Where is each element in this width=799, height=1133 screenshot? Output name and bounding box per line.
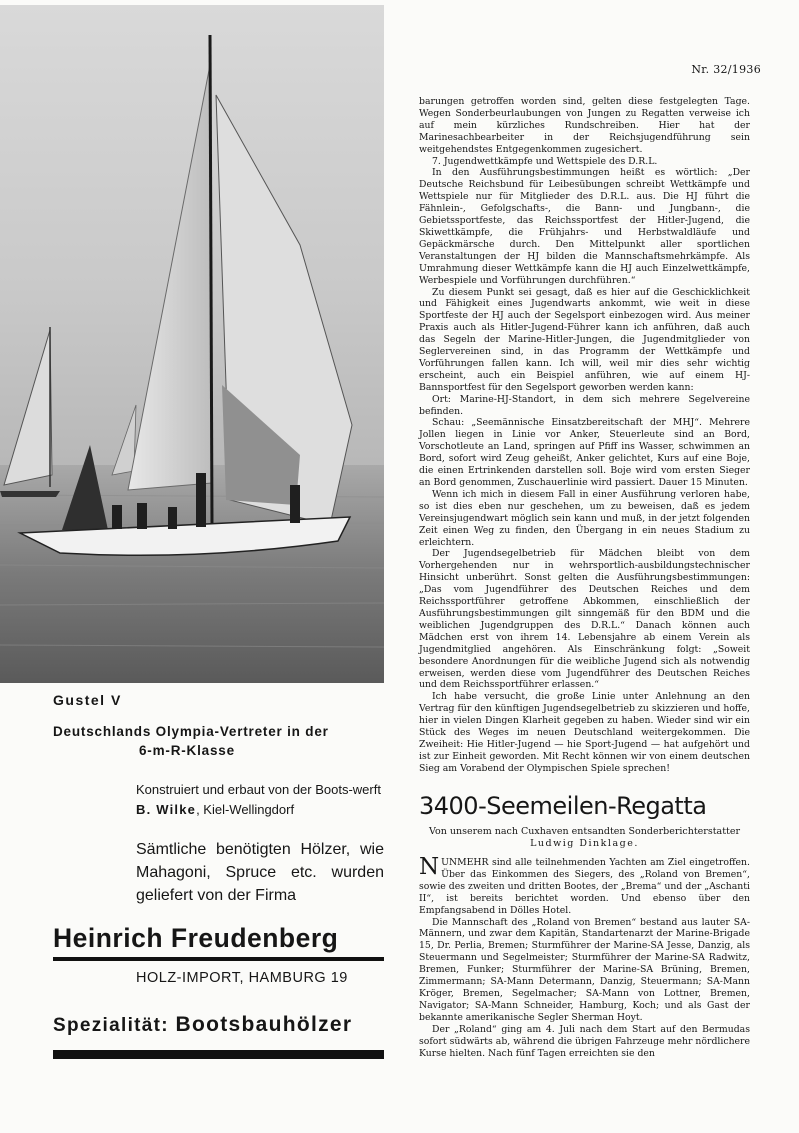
ad-specialty xyxy=(53,1013,384,1037)
ad-rule-bottom xyxy=(53,1050,384,1059)
article-paragraph: Zu diesem Punkt sei gesagt, daß es hier auf die Geschicklichkeit und Fähigkeit eines Jugendwarts ankommt, wie weit in diese Sportfeste der HJ auch der Segelsport einbezogen wird. Aus meiner Praxis auch als Hitler-Jugend-Führer kann ich anführen, daß auch das Segeln der Marine-Hitler-Jungen, die Jugendmitglieder von Seglervereinen sind, in das Programm der Wettkämpfe und Vorführungen fallen kann. Ich will, weil mir dies sehr wichtig erscheint, auch ein Beispiel anführen, wie auf einem HJ-Bannsportfest für den Segelsport geworben werden kann: xyxy=(419,286,750,393)
ad-specialty-label: Spezialität: xyxy=(53,1015,169,1036)
regatta-article xyxy=(419,854,750,1059)
article-paragraph: Die Mannschaft des „Roland von Bremen“ bestand aus lauter SA-Männern, und zwar dem Kapitän, Standartenarzt der Marine-Brigade 15, Dr. Perlia, Bremen; Sturmführer der Marine-SA Jesse, Danzig, als Steuermann und Segelmeister; Sturmführer der Marine-SA Radwitz, Bremen, Funker; Sturmführer der Marine-SA Brüning, Bremen, Zimmermann; SA-Mann Determann, Danzig, Steuermann; SA-Mann Kröger, Bremen, Segelmacher; SA-Mann von Lottner, Bremen, Navigator; SA-Mann Schneider, Hamburg, Koch; und als Gast der bekannte amerikanische Segler Sherman Hoyt. xyxy=(419,916,750,1023)
ad-yacht-name: Gustel V xyxy=(53,692,122,708)
byline-line: Von unserem nach Cuxhaven entsandten Sonderberichterstatter xyxy=(429,826,740,837)
ad-holz-import: HOLZ-IMPORT, HAMBURG 19 xyxy=(136,970,348,986)
article-paragraph: barungen getroffen worden sind, gelten diese festgelegten Tage. Wegen Sonderbeurlaubungen von Jungen zu Regatten verweise ich auf mein kürzliches Rundschreiben. Hier hat der Marinesachbearbeiter in der Reichsjugendführung sein weitgehendstes Entgegenkommen zugesichert. xyxy=(419,96,750,155)
article-paragraph xyxy=(419,854,750,917)
ad-wood-text: Sämtliche benötigten Hölzer, wie Mahagoni, Spruce etc. wurden geliefert von der Firma xyxy=(136,841,384,904)
ad-firm-name: Heinrich Freudenberg xyxy=(53,923,339,953)
article-paragraph: In den Ausführungsbestimmungen heißt es wörtlich: „Der Deutsche Reichsbund für Leibesübungen schreibt Wettkämpfe und Wettspiele nur für Mitglieder des D.R.L. aus. Die HJ führt die Fähnlein-, Gefolgschafts-, die Bann- und Jungbann-, die Gebietssportfeste, das Reichssportfest der Hitler-Jugend, die Skiwettkämpfe, die Frühjahrs- und Herbstwaldläufe und Gepäckmärsche durch. Den Mittelpunkt aller sportlichen Veranstaltungen der HJ bilden die Mannschaftsmehrkämpfe. Als Umrahmung dieser Wettkämpfe kann die HJ auch Einzelwettkämpfe, Werbespiele und Vorführungen durchführen.“ xyxy=(419,167,750,286)
article-title: 3400-Seemeilen-Regatta xyxy=(419,792,707,820)
drop-cap: N xyxy=(419,854,440,880)
ad-builder-name: B. Wilke xyxy=(136,802,197,817)
article-paragraph: Der „Roland“ ging am 4. Juli nach dem Start auf den Bermudas sofort südwärts ab, während die übrigen Fahrzeuge mehr nördlichere Kurse hielten. Nach fünf Tagen erreichten sie den xyxy=(419,1023,750,1059)
sailing-yacht-photo xyxy=(0,5,384,683)
ad-olympia-line2: 6-m-R-Klasse xyxy=(139,743,235,758)
ad-builder-place: , Kiel-Wellingdorf xyxy=(196,802,295,817)
ad-rule-top xyxy=(53,957,384,961)
ad-builder-line xyxy=(136,780,384,820)
ad-olympia-line xyxy=(53,722,384,760)
section-heading: 7. Jugendwettkämpfe und Wettspiele des D.R.L. xyxy=(432,155,658,167)
article-lead: UNMEHR sind alle teilnehmenden Yachten am Ziel eingetroffen. Über das Einkommen des Siegers, des „Roland von Bremen“, sowie des zweiten und dritten Bootes, der „Brema“ und der „Aschanti II“, ist bereits berichtet worden. Und ebenso über den Empfangsabend in Dölles Hotel. xyxy=(419,857,750,916)
article-paragraph: Ort: Marine-HJ-Standort, in dem sich mehrere Segelvereine befinden. xyxy=(419,393,750,417)
article-paragraph: Ich habe versucht, die große Linie unter Anlehnung an den Vertrag für den künftigen Jugendsegelbetrieb zu skizzieren und hoffe, hier in vielen Dingen Klarheit gegeben zu haben. Wieder sind wir ein Stück des Weges im neuen Deutschland weitergekommen. Die Zweiheit: Hie Hitler-Jugend — hie Sport-Jugend — hat aufgehört und ist zur Einheit geworden. Mit Recht können wir von einem deutschen Sieg am Vorabend der Olympischen Spiele sprechen! xyxy=(419,691,750,774)
byline-author: Ludwig Dinklage. xyxy=(530,838,639,849)
issue-number: Nr. 32/1936 xyxy=(691,63,761,76)
article-paragraph: Wenn ich mich in diesem Fall in einer Ausführung verloren habe, so ist dies eben nur geschehen, um zu beweisen, daß es jedem Vereinsjugendwart möglich sein kann und muß, in der jetzt folgenden Zeit einen Weg zu finden, den Übergang in ein neues Stadium zu erleichtern. xyxy=(419,488,750,548)
article-continuation xyxy=(419,96,750,775)
article-byline xyxy=(419,826,750,850)
ad-olympia-line1: Deutschlands Olympia-Vertreter in der xyxy=(53,724,329,739)
article-paragraph: Der Jugendsegelbetrieb für Mädchen bleibt von dem Vorhergehenden nur in wehrsportlich-ausbildungstechnischer Hinsicht unberührt. Sonst gelten die Ausführungsbestimmungen: „Das vom Jugendführer des Deutschen Reiches und dem Reichssportführer getroffene Abkommen, einschließlich der Ausführungsbestimmungen gilt sinngemäß für den BDM und die weiblichen Jugendgruppen des D.R.L.“ Danach können auch Mädchen erst von ihrem 14. Lebensjahre ab einem Verein als Jugendmitglied angehören. Als Einschränkung folgt: „Soweit besondere Anordnungen für die weibliche Jugend sich als notwendig erweisen, werden diese vom Jugendführer des Deutschen Reiches und dem Reichssportführer erlassen.“ xyxy=(419,548,750,691)
sailing-yacht-photo-icon xyxy=(0,5,384,683)
article-paragraph: Schau: „Seemännische Einsatzbereitschaft der MHJ“. Mehrere Jollen liegen in Linie vor Anker, Steuerleute sind an Bord, Vorschotleute an Land, springen auf Pfiff ins Wasser, schwimmen an Bord, sofort wird Zeug geheißt, Anker gelichtet, Kurs auf eine Boje, die einen Ertrinkenden darstellen soll. Boje wird vom ersten Sieger an Bord genommen, Zuschauerlinie wird passiert. Dauer 15 Minuten. xyxy=(419,417,750,488)
ad-specialty-value: Bootsbauhölzer xyxy=(175,1013,353,1036)
ad-builder-pre: Konstruiert und erbaut von der Boots-werft xyxy=(136,782,381,797)
